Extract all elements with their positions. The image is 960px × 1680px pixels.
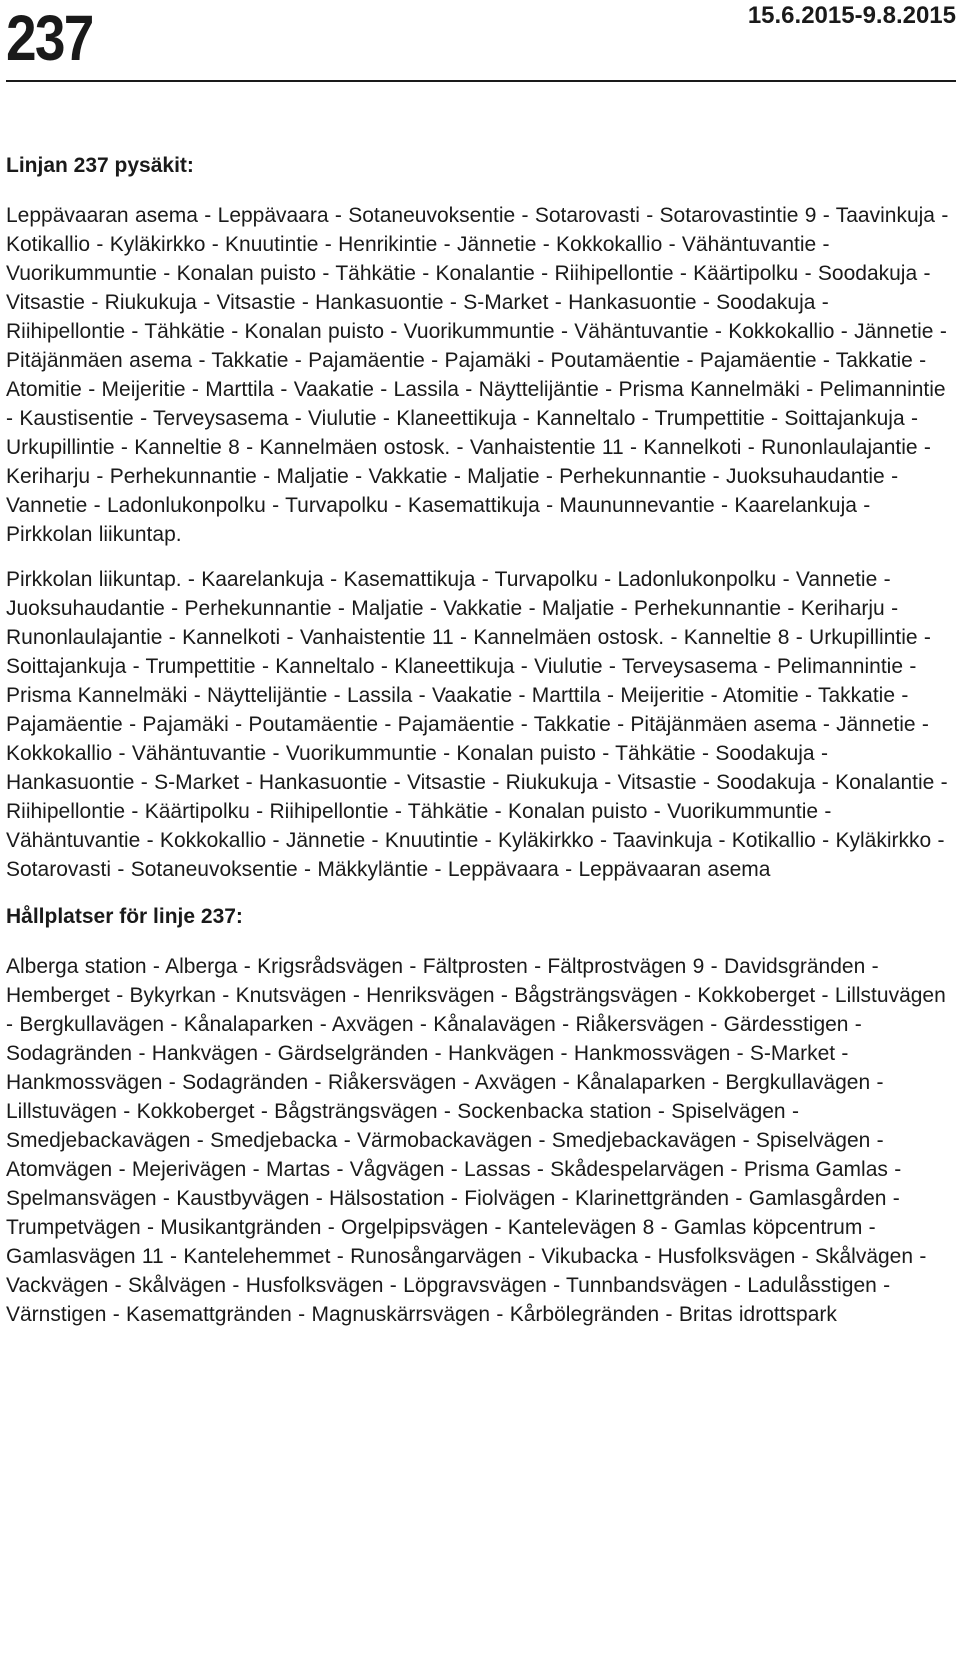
page-header [6,0,956,82]
stop-list-content [6,153,954,1345]
swedish-heading: Hållplatser för linje 237: [6,905,243,928]
swedish-direction-1-stops: Alberga station - Alberga - Krigsrådsvägen - Fältprosten - Fältprostvägen 9 - Davidsgränden - Hemberget - Bykyrkan - Knutsvägen - Henriksvägen - Bågsträngsvägen - Kokkoberget - Lillstuvägen - Bergkullavägen - Kånalaparken - Axvägen - Kånalavägen - Riåkersvägen - Gärdesstigen - Sodagränden - Hankvägen - Gärdselgränden - Hankvägen - Hankmossvägen - S-Market - Hankmossvägen - Sodagränden - Riåkersvägen - Axvägen - Kånalaparken - Bergkullavägen - Lillstuvägen - Kokkoberget - Bågsträngsvägen - Sockenbacka station - Spiselvägen - Smedjebackavägen - Smedjebacka - Värmobackavägen - Smedjebackavägen - Spiselvägen - Atomvägen - Mejerivägen - Martas - Vågvägen - Lassas - Skådespelarvägen - Prisma Gamlas - Spelmansvägen - Kaustbyvägen - Hälsostation - Fiolvägen - Klarinettgränden - Gamlasgården - Trumpetvägen - Musikantgränden - Orgelpipsvägen - Kantelevägen 8 - Gamlas köpcentrum - Gamlasvägen 11 - Kantelehemmet - Runosångarvägen - Vikubacka - Husfolksvägen - Skålvägen - Vackvägen - Skålvägen - Husfolksvägen - Löpgravsvägen - Tunnbandsvägen - Ladulåsstigen - Värnstigen - Kasemattgränden - Magnuskärrsvägen - Kårbölegränden - Britas idrottspark [6,955,946,1326]
finnish-heading: Linjan 237 pysäkit: [6,154,194,177]
date-range: 15.6.2015-9.8.2015 [747,2,956,29]
finnish-direction-1-stops: Leppävaaran asema - Leppävaara - Sotaneuvoksentie - Sotarovasti - Sotarovastintie 9 - Taavinkuja - Kotikallio - Kyläkirkko - Knuutintie - Henrikintie - Jännetie - Kokkokallio - Vähäntuvantie - Vuorikummuntie - Konalan puisto - Tähkätie - Konalantie - Riihipellontie - Käärtipolku - Soodakuja - Vitsastie - Riukukuja - Vitsastie - Hankasuontie - S-Market - Hankasuontie - Soodakuja - Riihipellontie - Tähkätie - Konalan puisto - Vuorikummuntie - Vähäntuvantie - Kokkokallio - Jännetie - Pitäjänmäen asema - Takkatie - Pajamäentie - Pajamäki - Poutamäentie - Pajamäentie - Takkatie - Atomitie - Meijeritie - Marttila - Vaakatie - Lassila - Näyttelijäntie - Prisma Kannelmäki - Pelimannintie - Kaustisentie - Terveysasema - Viulutie - Klaneettikuja - Kanneltalo - Trumpettitie - Soittajankuja - Urkupillintie - Kanneltie 8 - Kannelmäen ostosk. - Vanhaistentie 11 - Kannelkoti - Runonlaulajantie - Keriharju - Perhekunnantie - Maljatie - Vakkatie - Maljatie - Perhekunnantie - Juoksuhaudantie - Vannetie - Ladonlukonpolku - Turvapolku - Kasemattikuja - Maununnevantie - Kaarelankuja - Pirkkolan liikuntap. [6,204,949,546]
finnish-direction-2-stops: Pirkkolan liikuntap. - Kaarelankuja - Kasemattikuja - Turvapolku - Ladonlukonpolku - Vannetie - Juoksuhaudantie - Perhekunnantie - Maljatie - Vakkatie - Maljatie - Perhekunnantie - Keriharju - Runonlaulajantie - Kannelkoti - Vanhaistentie 11 - Kannelmäen ostosk. - Kanneltie 8 - Urkupillintie - Soittajankuja - Trumpettitie - Kanneltalo - Klaneettikuja - Viulutie - Terveysasema - Pelimannintie - Prisma Kannelmäki - Näyttelijäntie - Lassila - Vaakatie - Marttila - Meijeritie - Atomitie - Takkatie - Pajamäentie - Pajamäki - Poutamäentie - Pajamäentie - Takkatie - Pitäjänmäen asema - Jännetie - Kokkokallio - Vähäntuvantie - Vuorikummuntie - Konalan puisto - Tähkätie - Soodakuja - Hankasuontie - S-Market - Hankasuontie - Vitsastie - Riukukuja - Vitsastie - Soodakuja - Konalantie - Riihipellontie - Käärtipolku - Riihipellontie - Tähkätie - Konalan puisto - Vuorikummuntie - Vähäntuvantie - Kokkokallio - Jännetie - Knuutintie - Kyläkirkko - Taavinkuja - Kotikallio - Kyläkirkko - Sotarovasti - Sotaneuvoksentie - Mäkkyläntie - Leppävaara - Leppävaaran asema [6,568,948,881]
route-number: 237 [6,2,93,74]
header-divider [6,80,956,82]
